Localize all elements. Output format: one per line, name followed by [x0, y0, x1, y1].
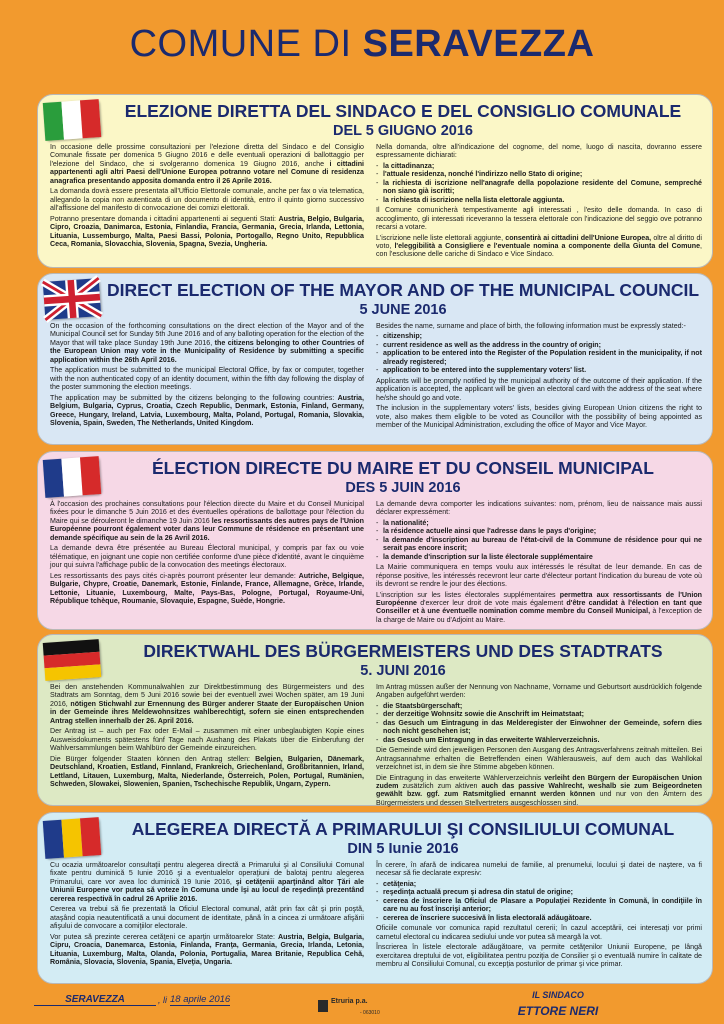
text: L'iscrizione nelle liste elettorali aggiunte, [376, 233, 504, 242]
footer-li: , li [158, 995, 167, 1005]
footer [0, 988, 724, 1024]
text: Potranno presentare domanda i cittadini appartenenti ai seguenti Stati: [50, 214, 277, 223]
requirements-list [376, 162, 702, 204]
text: à l'exception de la charge de Maire ou d'Adjoint au Maire. [376, 607, 702, 624]
paragraph: Il Comune comunicherà tempestivamente agli interessati , l'esito delle domanda. In caso di accoglimento, gli interessati riceveranno la tessera elettorale con l'indicazione del seggio ove potranno recarsi a votare. [376, 206, 702, 232]
list-item [383, 196, 702, 204]
text: Les ressortissants des pays cités ci-après pourront présenter leur demande: [50, 571, 296, 580]
bold-text: reşedinţa actuală precum şi adresa din statul de origine; [383, 888, 574, 897]
right-column [376, 500, 702, 623]
text: und nur von den Ämtern des Bürgermeisters und dessen Stellvertreters ausgeschlossen sind. [376, 790, 702, 807]
left-column [50, 683, 364, 799]
list-item [383, 332, 702, 340]
bold-text: der derzeitige Wohnsitz sowie die Anschrift im Heimatstaat; [383, 710, 585, 719]
text: zusätzlich zum aktiven [402, 781, 478, 790]
paragraph: În cerere, în afară de indicarea numelui de familie, al prenumelui, locului şi datei de naştere, va fi necesar să fie declarate expresiv: [376, 861, 702, 878]
text: d'exercer leur droit de vote mais également [420, 598, 564, 607]
paragraph: Cererea va trebui să fie prezentată la Oficiul Electoral comunal, atât prin fax cât şi prin poştă, ataşând copia neautentificată a unui document de identitate, până în a cincea zi următoare afişării afişului de convocare a comiţiilor electorale. [50, 905, 364, 931]
paragraph [50, 143, 364, 185]
section-italian [37, 94, 713, 268]
bold-text: la demande d'inscription sur la liste électorale supplémentaire [383, 552, 593, 561]
section-header [102, 641, 704, 681]
list-item [383, 366, 702, 374]
bold-text: la nationalité; [383, 518, 429, 527]
bold-text: cererea de înscriere la Oficiul de Plasare a Populaţiei Rezidente în Comună, în condiţiile în care nu au fost înscrişi anterior; [383, 896, 702, 914]
bold-text: permettra aux ressortissants de l'Union Européenne [376, 590, 702, 607]
bold-text: Autriche, Belgique, Bulgarie, Chypre, Croatie, Danemark, Estonie, Finlande, France, Allemagne, Grèce, Irlande, Lettonie, Lituanie, Luxembourg, Malte, Pays-Bas, Pologne, Portugal, Royaume-Uni, République tchèque, Roumanie, Slovaquie, Espagne, Suède, Hongrie. [50, 571, 364, 605]
france-flag-icon [43, 456, 102, 498]
bold-text: la demande d'inscription au bureau de l'état-civil de la Commune de résidence pour qui ne serait pas encore inscrit; [383, 535, 702, 553]
section-romanian [37, 812, 713, 984]
paragraph [50, 683, 364, 725]
requirements-list [376, 880, 702, 922]
list-item [383, 914, 702, 922]
list-item [383, 880, 702, 888]
paragraph: Besides the name, surname and place of birth, the following information must be expressly stated:- [376, 322, 686, 330]
requirements-list [376, 332, 702, 374]
title-city: SERAVEZZA [362, 23, 595, 65]
bold-text: die Staatsbürgerschaft; [383, 701, 463, 710]
text: À l'occasion des prochaines consultations pour l'élection directe du Maire et du Conseil Municipal fixées pour le dimanche 5 Juin 2016 et des éventuelles opérations de ballottage pour l'élection du Maire qui se dérouleront le dimanche 19 Juin 2016 [50, 500, 364, 525]
bold-text: consentirà ai cittadini dell'Unione Europea, [505, 233, 652, 242]
bold-text: d'être candidat à l'élection en tant que Conseiller et à une éventuelle nomination comme membre du Conseil Municipal, [376, 598, 702, 616]
bold-text: current residence as well as the address in the country of origin; [383, 340, 601, 349]
paragraph [50, 322, 364, 364]
bold-text: l'attuale residenza, nonché l'indirizzo nello Stato di origine; [383, 170, 583, 179]
italy-flag-icon [43, 99, 102, 141]
section-header [102, 280, 704, 320]
list-item [383, 527, 702, 535]
bold-text: application to be entered into the Register of the Population resident in the municipality, if not already registered; [383, 349, 702, 366]
paragraph: Die Gemeinde wird den jeweiligen Personen den Ausgang des Antragsverfahrens zeitnah mitteilen. Bei Antragsannahme erhalten die Betreffenden einen Wählerausweis, auf dem auch das Wahllokal verzeichnet ist, in dem sie ihre Stimme abgeben können. [376, 746, 702, 772]
section-date: DEL 5 GIUGNO 2016 [333, 123, 473, 139]
paragraph: The inclusion in the supplementary voters' lists, besides giving European Union citizens the right to vote, also makes them eligible to be voted as Councillor with the possibility of being appointed as member of the Municipal Administration, excluding the office of Mayor and Vice Mayor. [376, 404, 702, 429]
section-german [37, 634, 713, 806]
paragraph [376, 591, 702, 625]
bold-text: les ressortissants des autres pays de l'Union Européenne pourront également voter dans leur Commune de résidence en présentant une demande spécifique au sein de la 26 Avril 2016. [50, 516, 364, 542]
list-item [383, 719, 702, 736]
text: On the occasion of the forthcoming consultations on the direct election of the Mayor and of the Municipal Council set for Sunday 5th June 2016 and of any balloting operation for the election of the Mayor that will take place Sunday 19th June 2016, [50, 322, 364, 347]
requirements-list [376, 519, 702, 561]
requirements-list [376, 702, 702, 744]
bold-text: citizenship; [383, 332, 423, 341]
list-item [383, 710, 702, 718]
title-prefix: COMUNE DI [129, 23, 352, 65]
list-item [383, 349, 702, 366]
bold-text: la résidence actuelle ainsi que l'adresse dans le pays d'origine; [383, 527, 597, 536]
left-column [50, 500, 364, 623]
text: oltre al diritto di voto, [376, 233, 702, 250]
text: The application may be submitted by the citizens belonging to the following countries: [50, 393, 335, 402]
bold-text: auch das passive Wahlrecht, weshalb sie zum Beigeordneten gewählt bzw. ggf. zum Ratsmitglied ernannt werden können [376, 781, 702, 799]
section-date: 5. JUNI 2016 [360, 663, 446, 679]
paragraph: Der Antrag ist – auch per Fax oder E-Mail – zusammen mit einer unbeglaubigten Kopie eines Ausweisdokuments spätestens fünf Tage nach Aushang des Plakats über die Einberufung der Wahlversammlungen beim Wahlbüro der Gemeinde einzureichen. [50, 727, 364, 753]
mayor-name: ETTORE NERI [517, 1004, 599, 1018]
list-item [383, 519, 702, 527]
paragraph: La Mairie communiquera en temps voulu aux intéressés le résultat de leur demande. En cas de réponse positive, les intéressés recevront leur carte d'électeur portant l'indication du bureau de vote où ils devront se rendre le jour des élections. [376, 563, 702, 589]
list-item [383, 341, 702, 349]
bold-text: Austria, Belgio, Bulgaria, Cipro, Croazia, Danimarca, Estonia, Finlandia, Francia, Germania, Grecia, Irlanda, Lettonia, Lituania, Lussemburgo, Malta, Paesi Bassi, Polonia, Portogallo, Regno Unito, Repubblica Ceca, Romania, Slovacchia, Slovenia, Spagna, Svezia, Ungheria. [50, 214, 364, 248]
section-header [102, 819, 704, 859]
left-column [50, 861, 364, 977]
list-item [383, 162, 702, 170]
romania-flag-icon [43, 817, 102, 859]
text: Bei den anstehenden Kommunalwahlen zur Direktbestimmung des Bürgermeisters und des Stadtrats am Sonntag, dem 5 Juni 2016 sowie bei der eventuell zwei Wochen später, am 19 Juni 2016, [50, 683, 364, 708]
right-column [376, 683, 702, 807]
bold-text: Austria, Belgia, Bulgaria, Cipru, Croacia, Danemarca, Estonia, Finlanda, Franţa, Germania, Grecia, Irlanda, Letonia, Lituania, Luxemburg, Malta, Olanda, Polonia, Portugalia, Marea Britanie, Republica Cehă, România, Slovacia, Slovenia, Spania, Elveţia, Ungaria. [50, 932, 364, 966]
bold-text: i cittadini appartenenti agli altri Paesi dell'Unione Europea potranno votare nel Comune di residenza anagrafica presentando apposita domanda entro il 26 Aprile 2016. [50, 159, 364, 185]
right-column [376, 322, 702, 438]
section-title: DIRECT ELECTION OF THE MAYOR AND OF THE MUNICIPAL COUNCIL [106, 280, 700, 300]
paragraph: The application must be submitted to the municipal Electoral Office, by fax or computer, together with the non authenticated copy of an identity document, within the fifth day following the display of the poster summoning the election meetings. [50, 366, 364, 392]
section-title: ALEGEREA DIRECTĂ A PRIMARULUI ŞI CONSILIULUI COMUNAL [131, 819, 675, 839]
paragraph [50, 755, 364, 789]
right-column [376, 143, 702, 261]
list-item [383, 702, 702, 710]
text: Die Bürger folgender Staaten können den Antrag stellen: [50, 754, 251, 763]
list-item [383, 736, 702, 744]
bold-text: application to be entered into the supplementary voters' list. [383, 366, 587, 375]
section-date: DES 5 JUIN 2016 [345, 480, 461, 496]
section-header [102, 458, 704, 498]
section-date: 5 JUNE 2016 [359, 302, 447, 318]
section-title: ELEZIONE DIRETTA DEL SINDACO E DEL CONSIGLIO COMUNALE [124, 101, 682, 121]
text: In occasione delle prossime consultazioni per l'elezione diretta del Sindaco e del Consiglio Comunale fissate per domenica 5 Giugno 2016 e delle eventuali operazioni di ballottaggio per l'elezione del Sindaco, che si svolgeranno domenica 19 Giugno 2016, anche [50, 143, 364, 168]
bold-text: das Gesuch um Eintragung in das Melderegister der Einwohner der Gemeinde, sofern dies noch nicht geschehen ist; [383, 718, 702, 736]
bold-text: nötigen Stichwahl zur Ernennung des Bürger anderer Staate der Europäischen Union in der Gemeinde ihres Meldewohnsitzes wahlberechtigt, sofern sie einen entsprechenden Antrag stellen innerhalb der 26. April 2016. [50, 699, 364, 725]
paragraph [376, 774, 702, 808]
mayor-role: IL SINDACO [532, 990, 584, 1000]
list-item [383, 536, 702, 553]
paragraph: La demande devra comporter les indications suivantes: nom, prénom, lieu de naissance mais aussi déclarer expressément: [376, 500, 702, 517]
text: Cu ocazia următoarelor consultaţii pentru alegerea directă a Primarului şi al Consiliului Comunal fixate pentru duminică 5 Iunie 2016 şi a eventualelor operaţiuni de balotaj pentru alegerea Primarului, care vor avea loc duminică 19 Iunie 2016, [50, 861, 364, 886]
bold-text: Austria, Belgium, Bulgaria, Cyprus, Croatia, Czech Republic, Denmark, Estonia, Finland, Germany, Greece, Hungary, Ireland, Latvia, Luxembourg, Malta, Poland, Portugal, Romania, Slovakia, Slovenia, Spain, Sweden, The Netherlands, United Kingdom. [50, 393, 364, 427]
bold-text: verleiht den Bürgern der Europäischen Union zudem [376, 773, 702, 790]
paragraph [50, 933, 364, 967]
text: Die Eintragung in das erweiterte Wählerverzeichnis [376, 773, 542, 782]
bold-text: cetăţenia; [383, 879, 417, 888]
section-title: ÉLECTION DIRECTE DU MAIRE ET DU CONSEIL MUNICIPAL [151, 458, 654, 478]
germany-flag-icon [43, 639, 102, 681]
section-date: DIN 5 Iunie 2016 [347, 841, 459, 857]
paragraph [50, 572, 364, 606]
footer-date: 18 aprile 2016 [170, 994, 231, 1005]
right-column [376, 861, 702, 977]
paragraph: Oficiile comunale vor comunica rapid rezultatul cererii; în cazul acceptării, cei interesaţi vor primi carnetul electoral cu indicarea sediului unde vor putea să meargă la vot. [376, 924, 702, 941]
bold-text: la cittadinanza; [383, 161, 435, 170]
paragraph [50, 861, 364, 903]
bold-text: Belgien, Bulgarien, Dänemark, Deutschland, Kroatien, Estland, Finnland, Frankreich, Griechenland, Großbritannien, Irland, Lettland, Litauen, Luxemburg, Malta, Niederlande, Österreich, Polen, Portugal, Rumänien, Schweden, Slowakei, Slowenien, Spanien, Tschechische Republik, Ungarn, Zypern. [50, 754, 364, 788]
list-item [383, 553, 702, 561]
list-item [383, 897, 702, 914]
footer-place: SERAVEZZA [34, 994, 156, 1006]
paragraph [50, 500, 364, 542]
paragraph: Im Antrag müssen außer der Nennung von Nachname, Vorname und Geburtsort ausdrücklich folgende Angaben aufgeführt werden: [376, 683, 702, 700]
bold-text: das Gesuch um Eintragung in das erweiterte Wählerverzeichnis. [383, 735, 600, 744]
list-item [383, 179, 702, 196]
paragraph: Înscrierea în listele electorale adăugătoare, va permite cetăţenilor Uniunii Europene, pe lângă exercitarea dreptului de vot, eligibilitatea pentru poziţia de Consilier şi o eventuală numire în calitate de membru al Consiliului Comunal, cu excepţia posturilor de primar şi vice primar. [376, 943, 702, 968]
printer-logo-icon [318, 1000, 328, 1012]
bold-text: l'eleggibilità a Consigliere e l'eventuale nomina a componente della Giunta del Comune [394, 241, 701, 250]
page-title [0, 22, 724, 66]
bold-text: şi cetăţenii aparţinând altor Ţări ale Uniunii Europene vor putea să voteze în Comuna unde îşi au locul de reşedinţă prezentând cererea respectivă în cadrul 26 Aprilie 2016. [50, 877, 364, 903]
section-french [37, 451, 713, 630]
list-item [383, 170, 702, 178]
section-title: DIREKTWAHL DES BÜRGERMEISTERS UND DES STADTRATS [143, 641, 663, 661]
bold-text: la richiesta di iscrizione nell'anagrafe della popolazione residente del Comune, sempreché non siano già iscritti; [383, 178, 702, 196]
paragraph: Nella domanda, oltre all'indicazione del cognome, del nome, luogo di nascita, dovranno essere espressamente dichiarati: [376, 143, 702, 160]
section-header [102, 101, 704, 141]
list-item [383, 888, 702, 896]
paragraph [50, 394, 364, 428]
uk-flag-icon [43, 278, 102, 320]
left-column [50, 322, 364, 438]
printer-logo [318, 998, 388, 1018]
bold-text: the citizens belonging to other Countries of the European Union may vote in the Municipality of Residence by submitting a specific application within the 26th April 2016. [50, 338, 364, 364]
paragraph [376, 234, 702, 259]
printer-name: Etruria p.a. [331, 998, 368, 1005]
paragraph: La domanda dovrà essere presentata all'Ufficio Elettorale comunale, anche per fax o via telematica, allegando la copia non autenticata di un documento di identità, entro il quinto giorno successivo all'affissione del manifesto di convocazione dei comizi elettorali. [50, 187, 364, 213]
text: Vor putea să prezinte cererea cetăţeni ce aparţin următoarelor State: [50, 932, 275, 941]
printer-code: - 063010 [360, 1010, 380, 1016]
paragraph: Applicants will be promptly notified by the municipal authority of the outcome of their application. If the application is accepted, the applicant will be given an electoral card with the address of the seat where he/she should go and vote. [376, 376, 702, 402]
bold-text: cererea de înscriere succesivă în lista electorală adăugătoare. [383, 913, 592, 922]
paragraph [50, 215, 364, 249]
left-column [50, 143, 364, 261]
section-english [37, 273, 713, 445]
paragraph: La demande devra être présentée au Bureau Électoral municipal, y compris par fax ou voie télématique, en joignant une copie non certifiée conforme d'une pièce d'identité, avant le cinquième jour qui suivra l'affichage public de la convocation des meetings électoraux. [50, 544, 364, 570]
bold-text: la richiesta di iscrizione nella lista elettorale aggiunta. [383, 195, 565, 204]
text: , con l'esclusione delle cariche di Sindaco e Vice Sindaco. [376, 241, 702, 259]
text: L'inscription sur les listes électorales supplémentaires [376, 590, 556, 599]
